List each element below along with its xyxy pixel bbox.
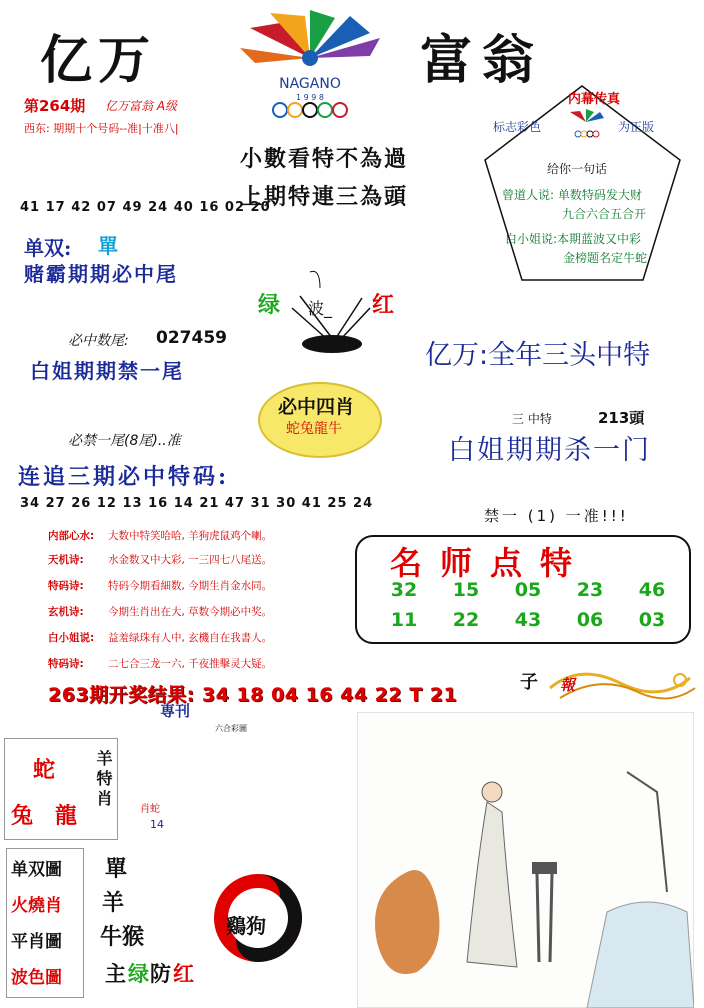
pentagon-brand-right: 为正版	[618, 120, 655, 134]
poem-row	[48, 630, 272, 645]
issue-brand: 亿万富翁 A级	[105, 99, 178, 113]
pentagon-line-4: 金榜题名定牛蛇	[563, 251, 648, 265]
title-right: 富翁	[420, 30, 545, 91]
pentagon-subtitle: 给你一句话	[547, 162, 608, 176]
grid-row-1: 单双圖	[11, 860, 62, 880]
numbers-top: 41 17 42 07 49 24 40 16 02 20	[20, 200, 271, 215]
pentagon-line-2: 九合六合五合开	[562, 207, 647, 221]
logo-flower-icon	[240, 10, 380, 66]
bai-tail-slogan: 白姐期期禁一尾	[30, 359, 184, 383]
poem-label: 内部心水:	[48, 530, 95, 542]
poem-label: 特码诗:	[48, 580, 84, 592]
scroll-char-1: 子	[520, 672, 538, 693]
issue-note: 西东: 期期十个号码--准|十准八|	[24, 122, 179, 135]
pentagon-line-1: 曾道人说: 单数特码发大财	[502, 188, 642, 202]
poem-label: 白小姐说:	[48, 632, 95, 644]
draw-result: 263期开奖结果: 34 18 04 16 44 22 T 21	[48, 684, 458, 706]
mini-logo-icon	[560, 108, 612, 140]
master-number: 32	[390, 579, 418, 601]
master-number: 05	[514, 579, 542, 601]
zodiac-number: 14	[150, 818, 164, 831]
poem-text: 二七合三龙一六, 千夜推擊灵大疑。	[108, 658, 273, 670]
zhu-green-text: 绿	[128, 961, 149, 986]
magazine-subtitle: 六合彩圖	[215, 724, 247, 733]
scroll-char-2: 報	[560, 676, 576, 694]
yiwan-slogan: 亿万:全年三头中特	[425, 340, 651, 371]
dan-shuang-label: 单双:	[24, 236, 72, 260]
dan-shuang-value: 單	[98, 234, 118, 258]
grid-row-4: 波色圖	[11, 968, 62, 988]
zodiac-snake: 蛇	[33, 757, 56, 783]
master-number: 11	[390, 609, 418, 631]
poem-label: 玄机诗:	[48, 606, 84, 618]
big-single: 單	[105, 856, 128, 882]
zodiac-label: 肖蛇	[140, 804, 160, 815]
master-number: 23	[576, 579, 604, 601]
issue-number: 第264期	[24, 97, 86, 115]
nagano-logo	[210, 8, 410, 120]
numbers-bottom: 34 27 26 12 13 16 14 21 47 31 30 41 25 24	[20, 496, 374, 511]
poem-row	[48, 656, 272, 671]
logo-year: 1 9 9 8	[296, 93, 324, 102]
wave-red: 红	[372, 292, 395, 318]
master-number: 03	[638, 609, 666, 631]
four-zodiac-title: 必中四肖	[278, 396, 355, 418]
pentagon-title: 内幕传真	[568, 92, 621, 107]
slogan-line-1: 小數看特不為過	[240, 146, 409, 172]
kill-door-slogan: 白姐期期杀一门	[448, 435, 651, 466]
master-pick-title: 名师点特	[390, 544, 591, 582]
poem-row	[48, 604, 272, 619]
zodiac-dragon: 龍	[55, 803, 78, 829]
poem-label: 天机诗:	[48, 554, 84, 566]
ban-one: 禁一 (1) 一准!!!	[484, 507, 629, 525]
sheep-text: 羊	[102, 890, 125, 916]
master-number: 46	[638, 579, 666, 601]
poem-text: 大数中特笑哈哈, 羊狗虎鼠鸡个喇。	[108, 530, 273, 542]
poem-row	[48, 528, 272, 543]
poem-text: 特码今期看細数, 今期生肖金水同。	[108, 580, 273, 592]
poem-text: 益羞绿珠有人中, 玄機自在我書人。	[108, 632, 273, 644]
wave-blue: 波_	[308, 299, 333, 318]
master-number: 22	[452, 609, 480, 631]
poem-text: 今期生肖出在大, 草数今期必中奖。	[108, 606, 273, 618]
painting-image	[357, 712, 694, 1008]
zhu-red-text: 红	[173, 961, 194, 986]
master-number: 43	[514, 609, 542, 631]
magazine-title: 専刊	[160, 702, 191, 720]
poem-label: 特码诗:	[48, 658, 84, 670]
grid-row-2: 火燒肖	[11, 896, 62, 916]
ox-monkey-text: 牛猴	[100, 924, 145, 950]
four-zodiac-animals: 蛇兔龍牛	[286, 421, 342, 437]
slogan-line-2: 上期特連三為頭	[240, 184, 409, 210]
poem-row	[48, 552, 272, 567]
vertical-text: 羊特肖	[94, 750, 113, 810]
chart-grid-box	[6, 848, 84, 998]
zhu-text: 主	[105, 961, 126, 986]
zodiac-rabbit: 兔	[11, 803, 34, 829]
tail-label: 必中数尾:	[68, 333, 129, 349]
dubao-slogan: 赌霸期期必中尾	[24, 262, 178, 286]
wave-green: 绿	[258, 292, 281, 318]
chase-slogan: 连追三期必中特码:	[18, 464, 230, 490]
pentagon-line-3: 白小姐说:本期蓝波又中彩	[505, 232, 642, 246]
tail-value: 027459	[156, 328, 227, 348]
zhu-fang-text: 防	[150, 961, 171, 986]
ban-tail: 必禁一尾(8尾)..准	[68, 433, 181, 449]
rooster-dog-text: 鷄狗	[226, 914, 266, 938]
olympic-rings-icon	[273, 103, 347, 117]
title-left: 亿万	[40, 30, 157, 91]
special-value: 213頭	[598, 409, 645, 427]
master-number: 15	[452, 579, 480, 601]
poem-text: 水金数又中大彩, 一三四七八尾送。	[108, 554, 273, 566]
pentagon-brand-left: 标志彩色	[493, 120, 542, 134]
special-label: 三 中特	[512, 412, 552, 426]
master-number: 06	[576, 609, 604, 631]
poem-row	[48, 578, 272, 593]
logo-text: NAGANO	[279, 76, 341, 92]
grid-row-3: 平肖圖	[11, 932, 62, 952]
